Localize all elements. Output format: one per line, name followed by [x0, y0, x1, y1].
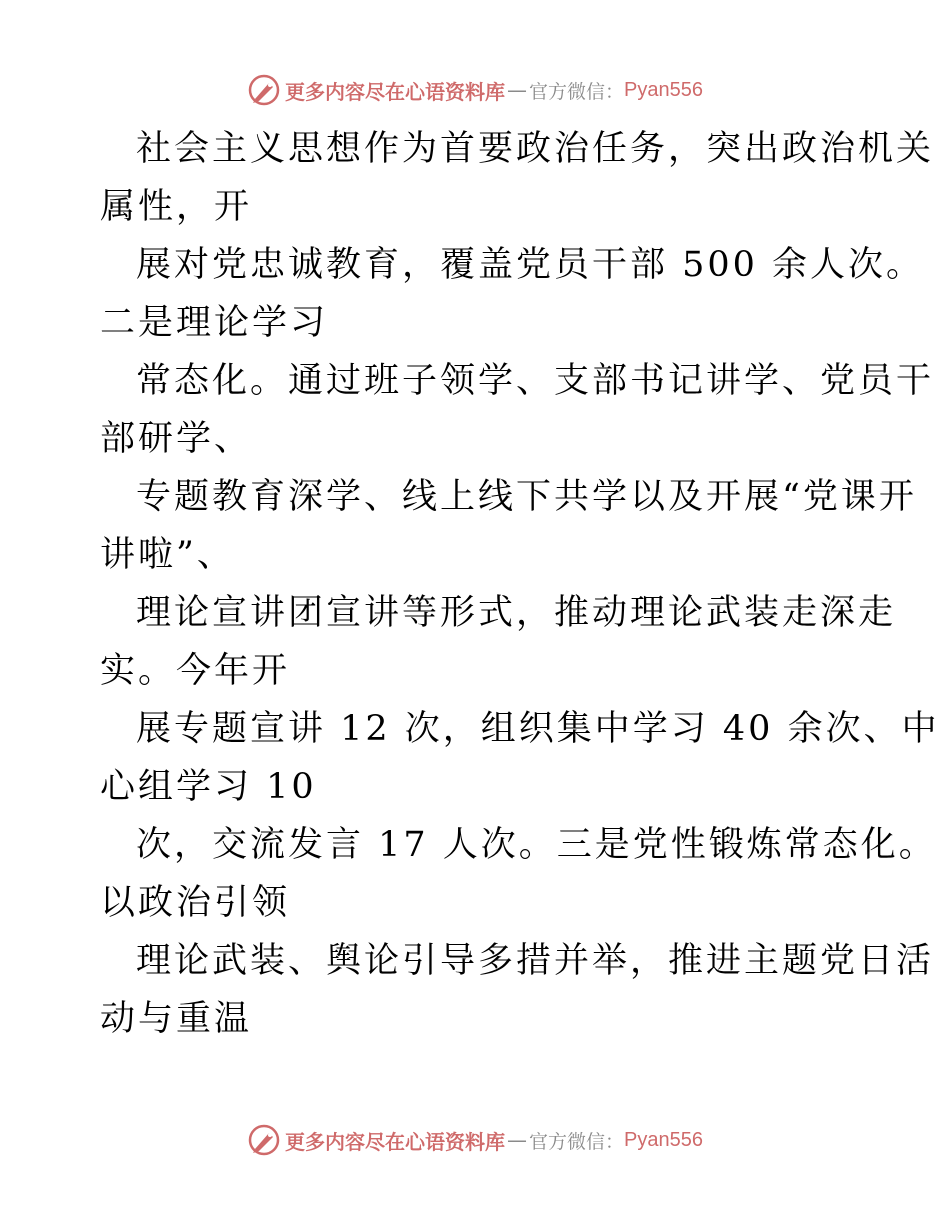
body-line: 专题教育深学、线上线下共学以及开展“党课开 — [136, 477, 917, 517]
banner-account-id: Pyan556 — [624, 1128, 703, 1151]
banner-brand-text: 更多内容尽在心语资料库 — [285, 1129, 505, 1154]
banner-dash: — — [507, 78, 527, 102]
body-line: 社会主义思想作为首要政治任务，突出政治机关 — [136, 129, 935, 169]
body-line: 理论武装、舆论引导多措并举，推进主题党日活 — [136, 941, 935, 981]
header-banner — [0, 70, 950, 110]
body-line: 讲啦”、 — [100, 535, 235, 575]
body-line: 部研学、 — [100, 419, 253, 459]
body-line: 以政治引领 — [100, 883, 291, 923]
body-line: 实。今年开 — [100, 651, 291, 691]
body-line: 次，交流发言 17 人次。三是党性锻炼常态化。 — [136, 825, 937, 865]
body-line: 理论宣讲团宣讲等形式，推动理论武装走深走 — [136, 593, 897, 633]
body-line: 心组学习 10 — [100, 767, 317, 807]
body-line: 属性，开 — [100, 187, 253, 227]
footer-banner — [0, 1120, 950, 1160]
body-line: 展对党忠诚教育，覆盖党员干部 500 余人次。 — [136, 245, 925, 285]
body-line: 常态化。通过班子领学、支部书记讲学、党员干 — [136, 361, 935, 401]
banner-wechat-label: 官方微信： — [529, 1130, 625, 1153]
document-body — [100, 120, 940, 1048]
banner-dash: — — [507, 1128, 527, 1152]
banner-account-id: Pyan556 — [624, 78, 703, 101]
pen-logo-icon — [247, 1123, 281, 1157]
banner-wechat-label: 官方微信： — [529, 80, 625, 103]
body-line: 二是理论学习 — [100, 303, 329, 343]
body-line: 动与重温 — [100, 999, 253, 1039]
body-line: 展专题宣讲 12 次，组织集中学习 40 余次、中 — [136, 709, 940, 749]
banner-brand-text: 更多内容尽在心语资料库 — [285, 79, 505, 104]
pen-logo-icon — [247, 73, 281, 107]
